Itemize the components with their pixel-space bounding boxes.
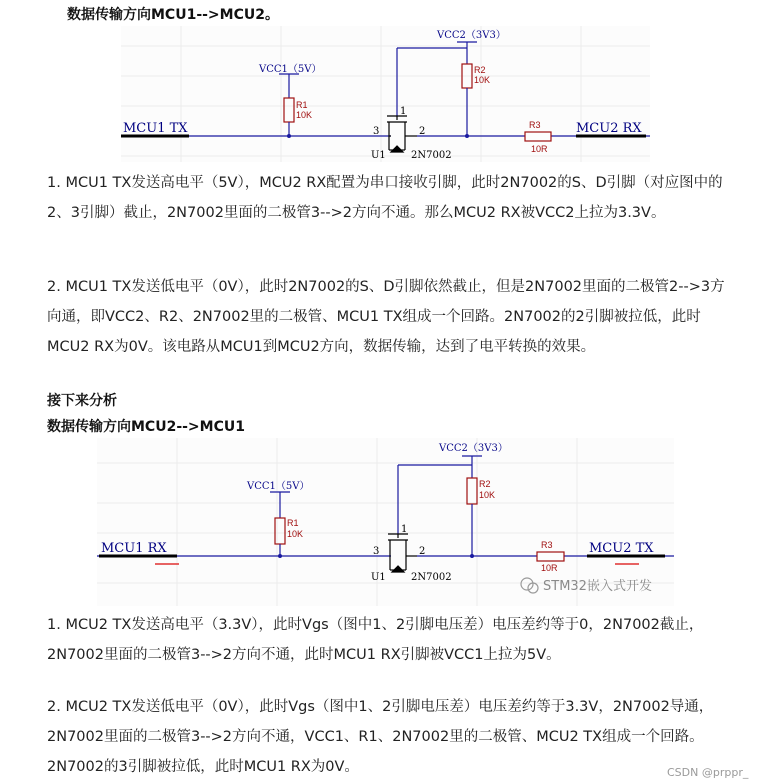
r1-value: 10K [296,110,313,120]
r3-resistor [525,132,551,141]
right-net-label: MCU2 RX [576,121,642,136]
vcc1-label: VCC1（5V） [259,64,322,75]
r1-name: R1 [296,100,308,110]
vcc2-label: VCC2（3V3） [439,443,508,454]
watermark: STM32嵌入式开发 [543,579,652,594]
part-label: 2N7002 [411,572,452,583]
r3-resistor [537,552,564,561]
r2-name: R2 [479,479,491,489]
pin3-label: 3 [373,126,380,137]
pin2-label: 2 [419,546,426,557]
pin1-label: 1 [401,524,408,535]
r2-value: 10K [479,490,496,500]
wechat-icon [521,578,533,590]
csdn-credit: CSDN @prppr_ [667,766,749,779]
r3-name: R3 [529,120,541,130]
right-net-label: MCU2 TX [589,541,654,556]
pin2-label: 2 [419,126,426,137]
section1-paragraph-1: 1. MCU1 TX发送高电平（5V），MCU2 RX配置为串口接收引脚，此时2N7002的S、D引脚（对应图中的2、3引脚）截止，2N7002里面的二极管3-->2方向不通。那么MCU2 RX被VCC2上拉为3.3V。 [47,175,723,221]
r2-value: 10K [474,75,491,85]
section1-paragraph-2: 2. MCU1 TX发送低电平（0V），此时2N7002的S、D引脚依然截止，但是2N7002里面的二极管2-->3方向通，即VCC2、R2、2N7002里的二极管、MCU1 TX组成一个回路。2N7002的2引脚被拉低，此时MCU2 RX为0V。该电路从MCU1到MCU2方向，数据传输，达到了电平转换的效果。 [47,279,725,355]
section2-heading: 数据传输方向MCU2-->MCU1 [47,419,245,435]
section1-heading: 数据传输方向MCU1-->MCU2。 [67,7,279,23]
section2-intro: 接下来分析 [47,393,117,409]
u1-label: U1 [371,572,386,583]
section2-paragraph-1: 1. MCU2 TX发送高电平（3.3V），此时Vgs（图中1、2引脚电压差）电压差约等于0，2N7002截止，2N7002里面的二极管3-->2方向不通，此时MCU1 RX引脚被VCC1上拉为5V。 [47,617,704,663]
circuit-diagram-mcu1-to-mcu2 [121,26,650,162]
r1-value: 10K [287,529,304,539]
r2-resistor [467,478,477,504]
pin3-label: 3 [373,546,380,557]
r1-resistor [284,98,294,122]
left-net-label: MCU1 RX [101,541,167,556]
r2-name: R2 [474,65,486,75]
mosfet-2n7002 [387,116,417,152]
vcc1-label: VCC1（5V） [247,481,310,492]
u1-label: U1 [371,150,386,161]
section2-paragraph-2: 2. MCU2 TX发送低电平（0V），此时Vgs（图中1、2引脚电压差）电压差约等于3.3V，2N7002导通，2N7002里面的二极管3-->2方向不通，VCC1、R1、2N7002里的二极管、MCU2 TX组成一个回路。2N7002的3引脚被拉低，此时MCU1 RX为0V。 [47,699,714,775]
r1-name: R1 [287,518,299,528]
r3-value: 10R [531,144,548,154]
r3-value: 10R [541,563,558,573]
left-net-label: MCU1 TX [123,121,188,136]
mosfet-2n7002 [388,534,417,572]
circuit-diagram-mcu2-to-mcu1 [97,438,674,606]
pin1-label: 1 [400,106,407,117]
r3-name: R3 [541,540,553,550]
vcc2-label: VCC2（3V3） [437,30,506,41]
part-label: 2N7002 [411,150,452,161]
